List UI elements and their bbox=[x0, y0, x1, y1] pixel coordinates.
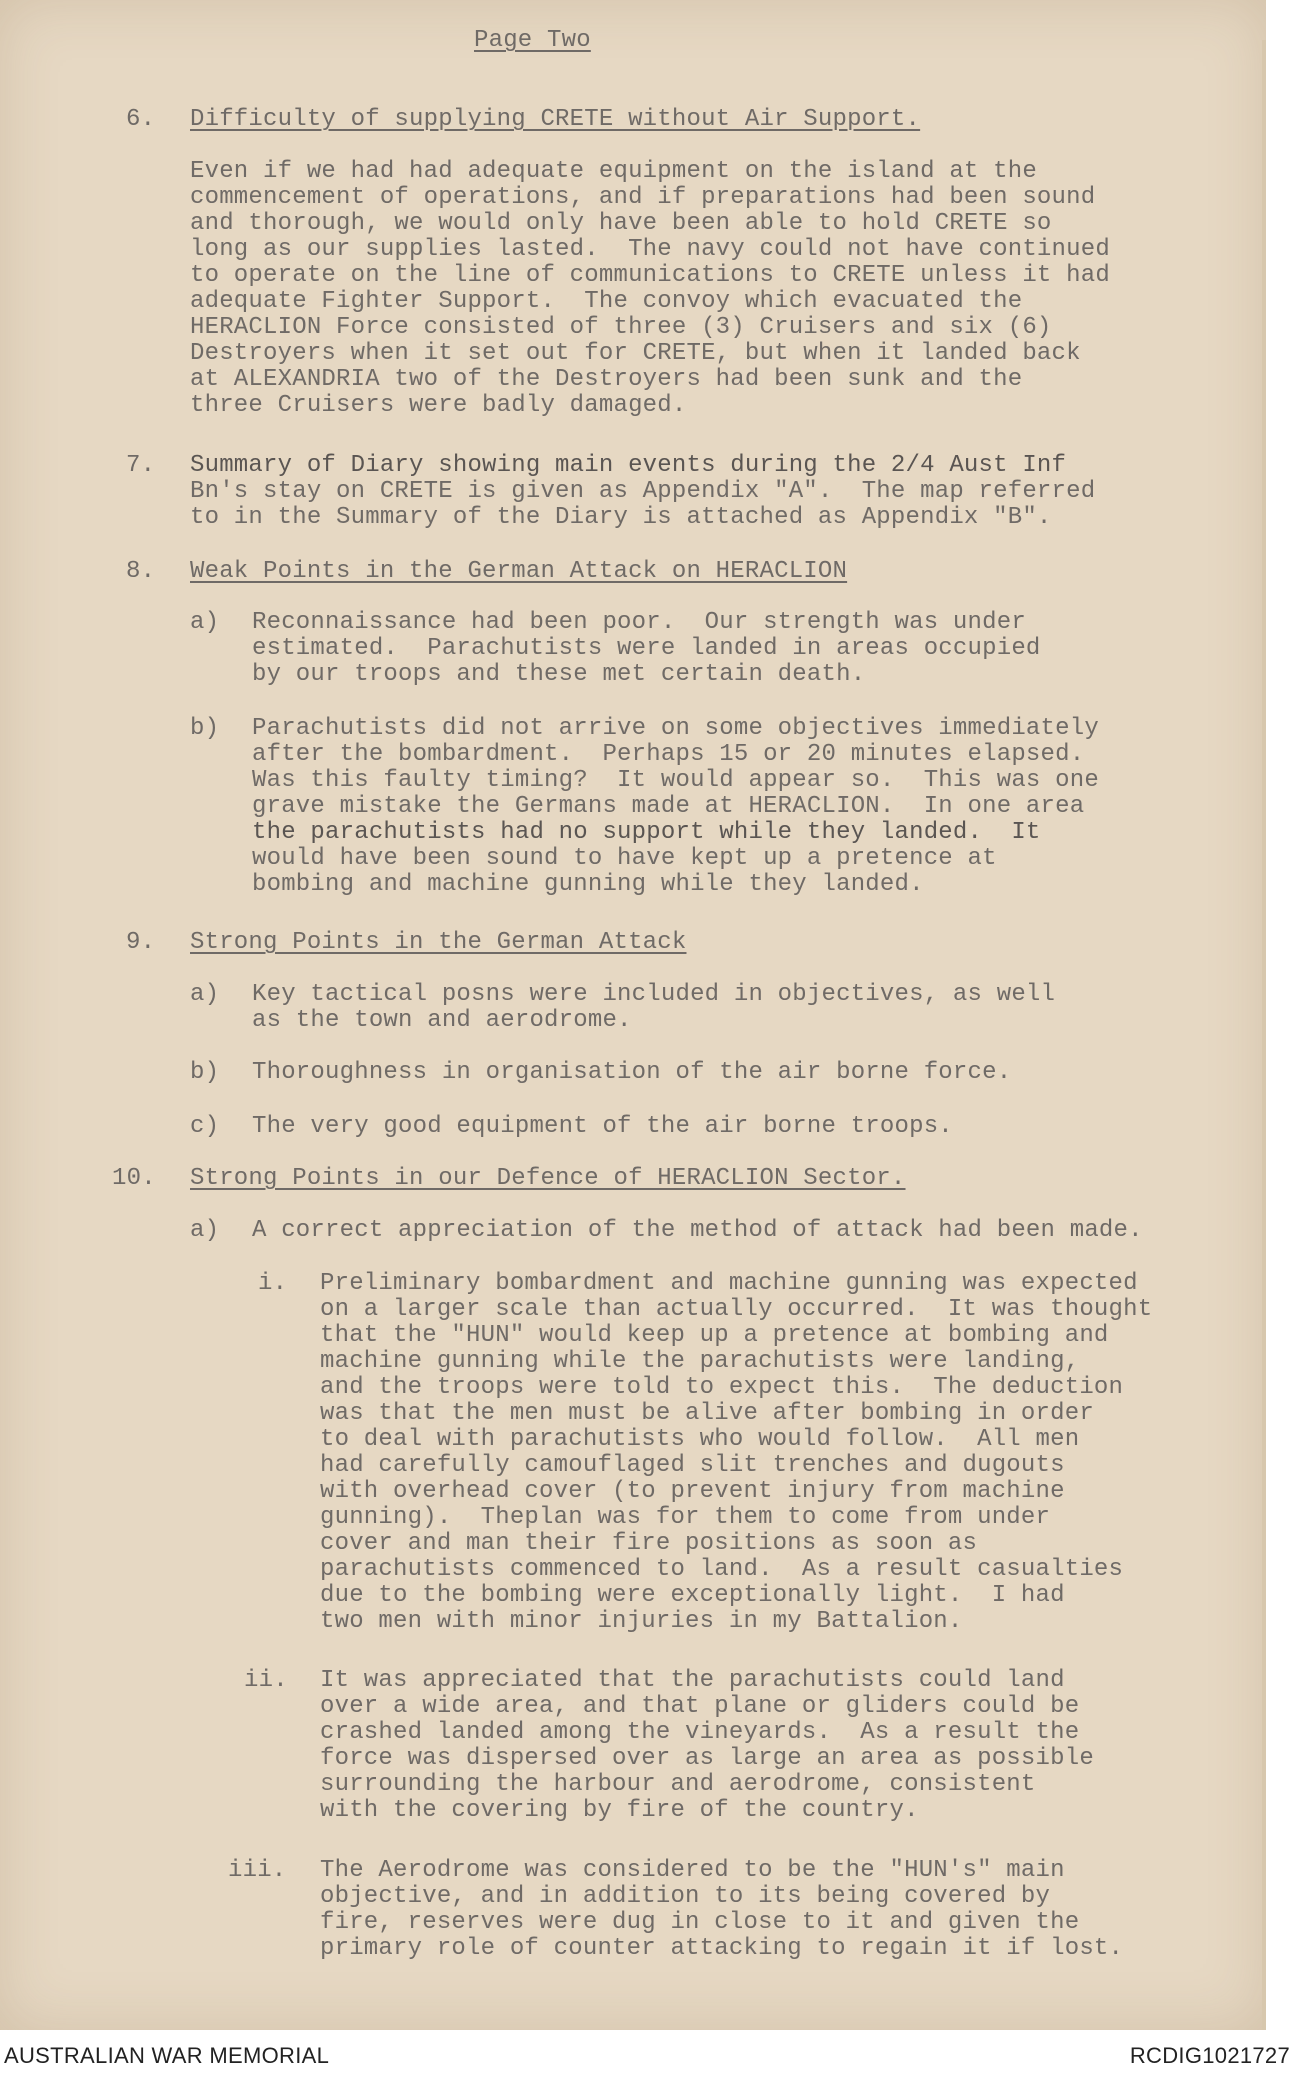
item-line: Was this faulty timing? It would appear so. This was one bbox=[252, 767, 1099, 794]
section-6-heading: Difficulty of supplying CRETE without Air Support. bbox=[190, 106, 921, 133]
subitem-line: was that the men must be alive after bombing in order bbox=[320, 1400, 1094, 1427]
item-label: a) bbox=[190, 1217, 220, 1244]
section-6-line: Even if we had had adequate equipment on the island at the bbox=[190, 158, 1037, 185]
section-6-line: three Cruisers were badly damaged. bbox=[190, 392, 687, 419]
subitem-line: to deal with parachutists who would follow. All men bbox=[320, 1426, 1080, 1453]
section-7-number: 7. bbox=[126, 452, 156, 479]
section-8-heading: Weak Points in the German Attack on HERACLION bbox=[190, 558, 848, 585]
subitem-line: cover and man their fire positions as soon as bbox=[320, 1530, 978, 1557]
item-line: A correct appreciation of the method of attack had been made. bbox=[252, 1217, 1143, 1244]
section-6-number: 6. bbox=[126, 106, 156, 133]
item-line: by our troops and these met certain death. bbox=[252, 661, 866, 688]
item-label: b) bbox=[190, 1059, 220, 1086]
item-line: after the bombardment. Perhaps 15 or 20 minutes elapsed. bbox=[252, 741, 1085, 768]
item-line: grave mistake the Germans made at HERACLION. In one area bbox=[252, 793, 1085, 820]
section-6-line: Destroyers when it set out for CRETE, but when it landed back bbox=[190, 340, 1081, 367]
item-label: b) bbox=[190, 715, 220, 742]
section-7-line: to in the Summary of the Diary is attached as Appendix "B". bbox=[190, 504, 1052, 531]
section-10-heading: Strong Points in our Defence of HERACLION Sector. bbox=[190, 1165, 906, 1192]
section-6-line: to operate on the line of communications to CRETE unless it had bbox=[190, 262, 1110, 289]
subitem-line: fire, reserves were dug in close to it and given the bbox=[320, 1909, 1080, 1936]
item-line: the parachutists had no support while they landed. It bbox=[252, 819, 1041, 846]
item-line: Key tactical posns were included in objectives, as well bbox=[252, 981, 1056, 1008]
section-10-number: 10. bbox=[112, 1165, 156, 1192]
subitem-line: force was dispersed over as large an area as possible bbox=[320, 1745, 1094, 1772]
subitem-line: machine gunning while the parachutists were landing, bbox=[320, 1348, 1080, 1375]
item-line: Thoroughness in organisation of the air borne force. bbox=[252, 1059, 1012, 1086]
subitem-label: iii. bbox=[228, 1857, 287, 1884]
section-6-line: adequate Fighter Support. The convoy which evacuated the bbox=[190, 288, 1023, 315]
section-6-line: at ALEXANDRIA two of the Destroyers had been sunk and the bbox=[190, 366, 1023, 393]
section-6-line: commencement of operations, and if preparations had been sound bbox=[190, 184, 1096, 211]
section-8-number: 8. bbox=[126, 558, 156, 585]
item-label: c) bbox=[190, 1113, 220, 1140]
section-9-number: 9. bbox=[126, 929, 156, 956]
page-header: Page Two bbox=[474, 27, 591, 54]
item-line: The very good equipment of the air borne troops. bbox=[252, 1113, 953, 1140]
item-label: a) bbox=[190, 609, 220, 636]
item-line: would have been sound to have kept up a pretence at bbox=[252, 845, 997, 872]
subitem-label: i. bbox=[258, 1270, 288, 1297]
subitem-line: with overhead cover (to prevent injury from machine bbox=[320, 1478, 1065, 1505]
subitem-line: parachutists commenced to land. As a result casualties bbox=[320, 1556, 1124, 1583]
subitem-line: The Aerodrome was considered to be the "HUN's" main bbox=[320, 1857, 1065, 1884]
subitem-label: ii. bbox=[244, 1667, 288, 1694]
subitem-line: due to the bombing were exceptionally light. I had bbox=[320, 1582, 1065, 1609]
subitem-line: surrounding the harbour and aerodrome, consistent bbox=[320, 1771, 1036, 1798]
subitem-line: primary role of counter attacking to regain it if lost. bbox=[320, 1935, 1124, 1962]
subitem-line: with the covering by fire of the country. bbox=[320, 1797, 919, 1824]
item-line: Parachutists did not arrive on some objectives immediately bbox=[252, 715, 1099, 742]
subitem-line: It was appreciated that the parachutists could land bbox=[320, 1667, 1065, 1694]
subitem-line: crashed landed among the vineyards. As a result the bbox=[320, 1719, 1080, 1746]
subitem-line: two men with minor injuries in my Battalion. bbox=[320, 1608, 963, 1635]
subitem-line: on a larger scale than actually occurred. It was thought bbox=[320, 1296, 1153, 1323]
section-6-line: and thorough, we would only have been able to hold CRETE so bbox=[190, 210, 1052, 237]
item-line: bombing and machine gunning while they landed. bbox=[252, 871, 924, 898]
subitem-line: gunning). Theplan was for them to come from under bbox=[320, 1504, 1051, 1531]
subitem-line: over a wide area, and that plane or gliders could be bbox=[320, 1693, 1080, 1720]
item-line: as the town and aerodrome. bbox=[252, 1007, 632, 1034]
footer-record-id: RCDIG1021727 bbox=[1129, 2043, 1290, 2068]
section-7-line: Bn's stay on CRETE is given as Appendix "A". The map referred bbox=[190, 478, 1096, 505]
item-line: estimated. Parachutists were landed in areas occupied bbox=[252, 635, 1041, 662]
subitem-line: that the "HUN" would keep up a pretence at bombing and bbox=[320, 1322, 1109, 1349]
section-9-heading: Strong Points in the German Attack bbox=[190, 929, 687, 956]
section-7-line: Summary of Diary showing main events during the 2/4 Aust Inf bbox=[190, 452, 1067, 479]
subitem-line: and the troops were told to expect this. The deduction bbox=[320, 1374, 1124, 1401]
section-6-line: HERACLION Force consisted of three (3) Cruisers and six (6) bbox=[190, 314, 1052, 341]
subitem-line: Preliminary bombardment and machine gunning was expected bbox=[320, 1270, 1138, 1297]
subitem-line: had carefully camouflaged slit trenches and dugouts bbox=[320, 1452, 1065, 1479]
item-line: Reconnaissance had been poor. Our strength was under bbox=[252, 609, 1026, 636]
footer-institution: AUSTRALIAN WAR MEMORIAL bbox=[4, 2043, 330, 2068]
item-label: a) bbox=[190, 981, 220, 1008]
subitem-line: objective, and in addition to its being covered by bbox=[320, 1883, 1051, 1910]
section-6-line: long as our supplies lasted. The navy could not have continued bbox=[190, 236, 1110, 263]
